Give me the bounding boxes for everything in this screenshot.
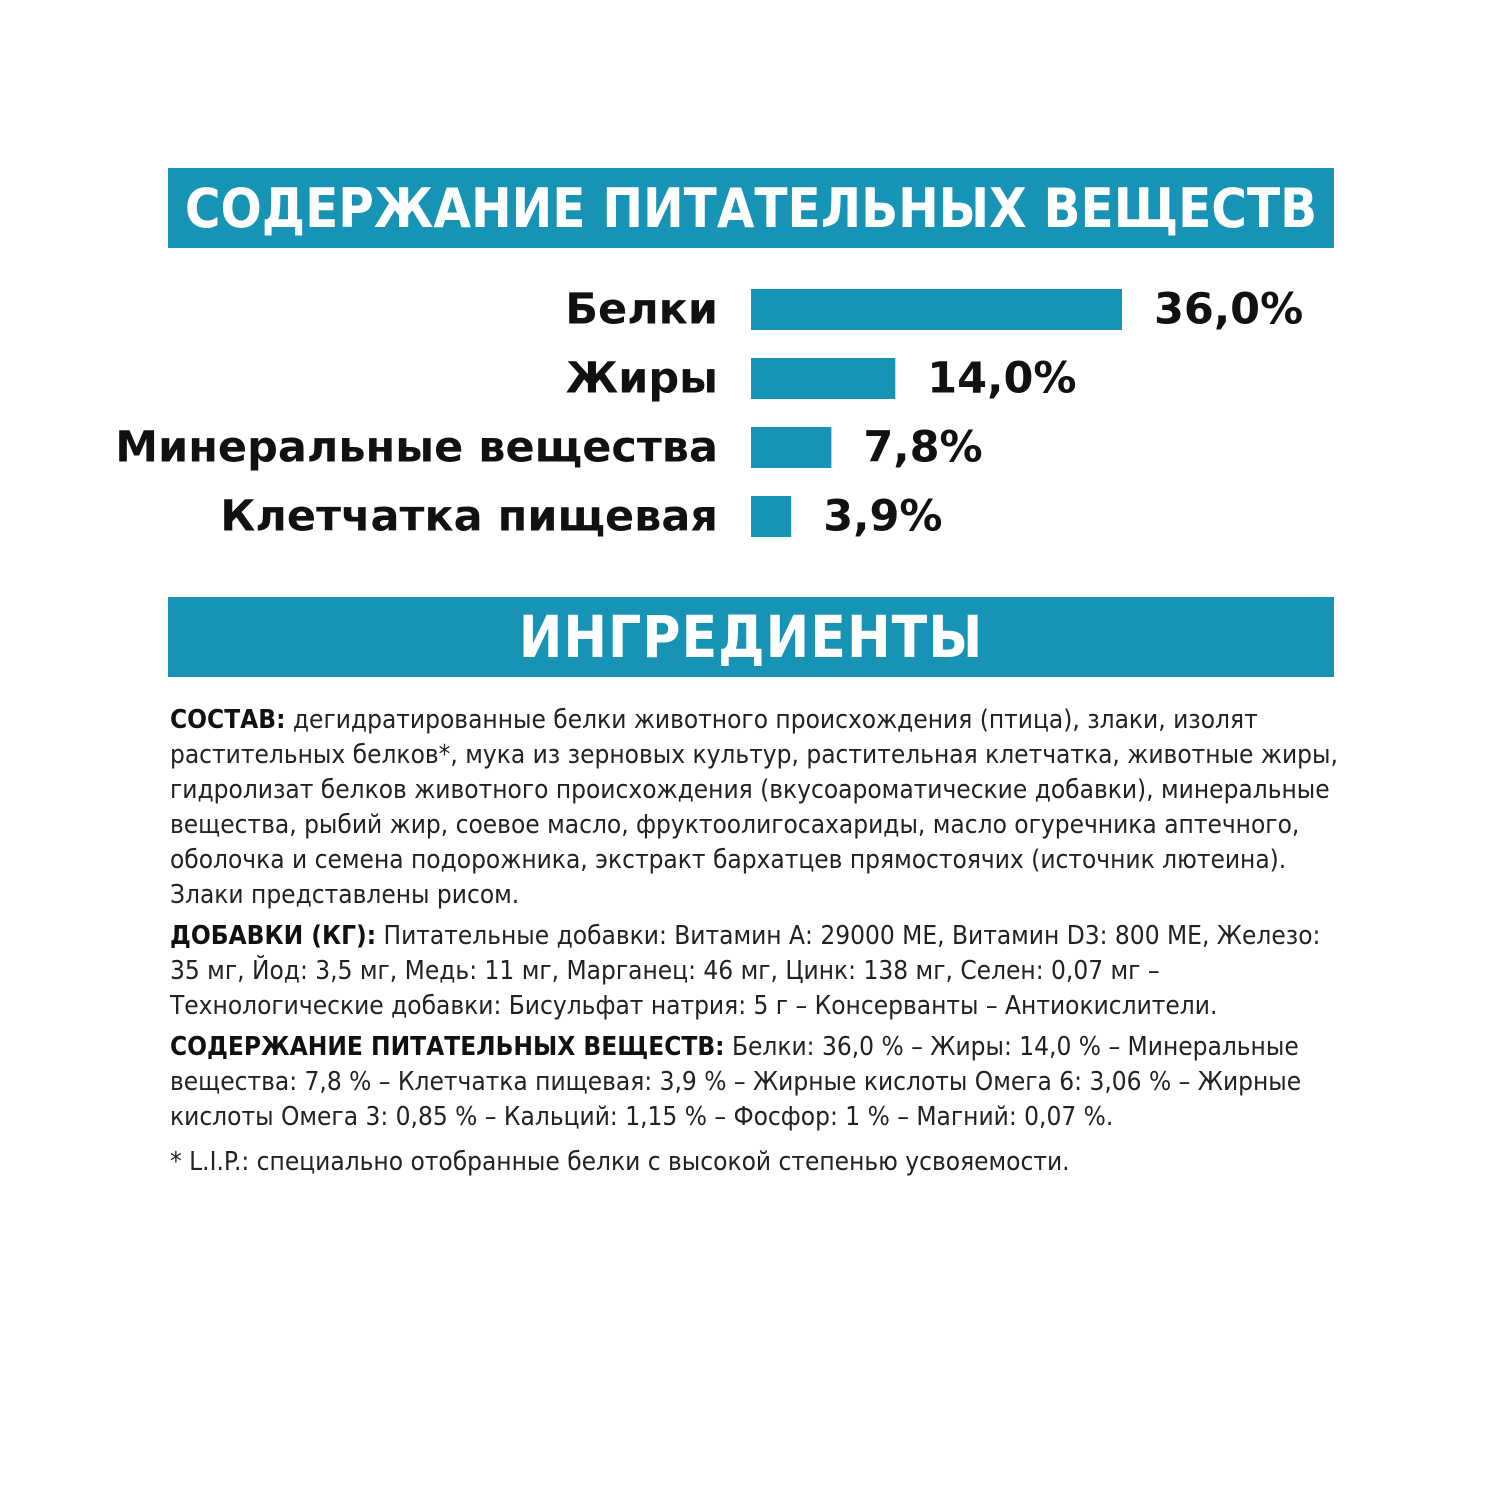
- bar-label: Клетчатка пищевая: [220, 491, 718, 542]
- nutrient-content-text: Белки: 36,0 % – Жиры: 14,0 % – Минеральные вещества: 7,8 % – Клетчатка пищевая: 3,9 % – Жирные кислоты Омега 6: 3,06 % – Жирные кислоты Омега 3: 0,85 % – Кальций: 1,15 % – Фосфор: 1 % – Магний: 0,07 %.: [170, 1032, 1302, 1132]
- ingredients-heading: ИНГРЕДИЕНТЫ: [168, 597, 1334, 677]
- composition-paragraph: [170, 703, 1340, 913]
- bar-label: Жиры: [565, 353, 718, 404]
- bar-value-label: 3,9%: [823, 491, 943, 542]
- bar-label: Белки: [565, 284, 718, 335]
- bar-value-label: 14,0%: [927, 353, 1077, 404]
- additives-label: ДОБАВКИ (КГ):: [170, 921, 377, 951]
- bar: [751, 496, 791, 537]
- footnote: * L.I.P.: специально отобранные белки с высокой степенью усвояемости.: [170, 1147, 1070, 1177]
- bar-value-label: 36,0%: [1154, 284, 1304, 335]
- bar-label: Минеральные вещества: [115, 422, 718, 473]
- nutrient-bar-chart: [0, 260, 1500, 560]
- bar: [751, 289, 1122, 330]
- ingredients-text: [170, 703, 1340, 1186]
- composition-text: дегидратированные белки животного происхождения (птица), злаки, изолят растительных белков*, мука из зерновых культур, растительная клетчатка, животные жиры, гидролизат белков животного происхождения (вкусоароматические добавки), минеральные вещества, рыбий жир, соевое масло, фруктоолигосахариды, масло огуречника аптечного, оболочка и семена подорожника, экстракт бархатцев прямостоячих (источник лютеина). Злаки представлены рисом.: [170, 705, 1338, 910]
- bar-value-label: 7,8%: [863, 422, 983, 473]
- nutrients-heading: СОДЕРЖАНИЕ ПИТАТЕЛЬНЫХ ВЕЩЕСТВ: [168, 168, 1334, 248]
- bar: [751, 358, 895, 399]
- additives-text: Питательные добавки: Витамин А: 29000 МЕ, Витамин D3: 800 МЕ, Железо: 35 мг, Йод: 3,5 мг, Медь: 11 мг, Марганец: 46 мг, Цинк: 138 мг, Селен: 0,07 мг – Технологические добавки: Бисульфат натрия: 5 г – Консерванты – Антиокислители.: [170, 921, 1321, 1021]
- composition-label: СОСТАВ:: [170, 705, 286, 735]
- bar: [751, 427, 831, 468]
- additives-paragraph: [170, 919, 1340, 1024]
- nutrient-content-label: СОДЕРЖАНИЕ ПИТАТЕЛЬНЫХ ВЕЩЕСТВ:: [170, 1032, 725, 1062]
- nutrient-content-paragraph: [170, 1030, 1340, 1135]
